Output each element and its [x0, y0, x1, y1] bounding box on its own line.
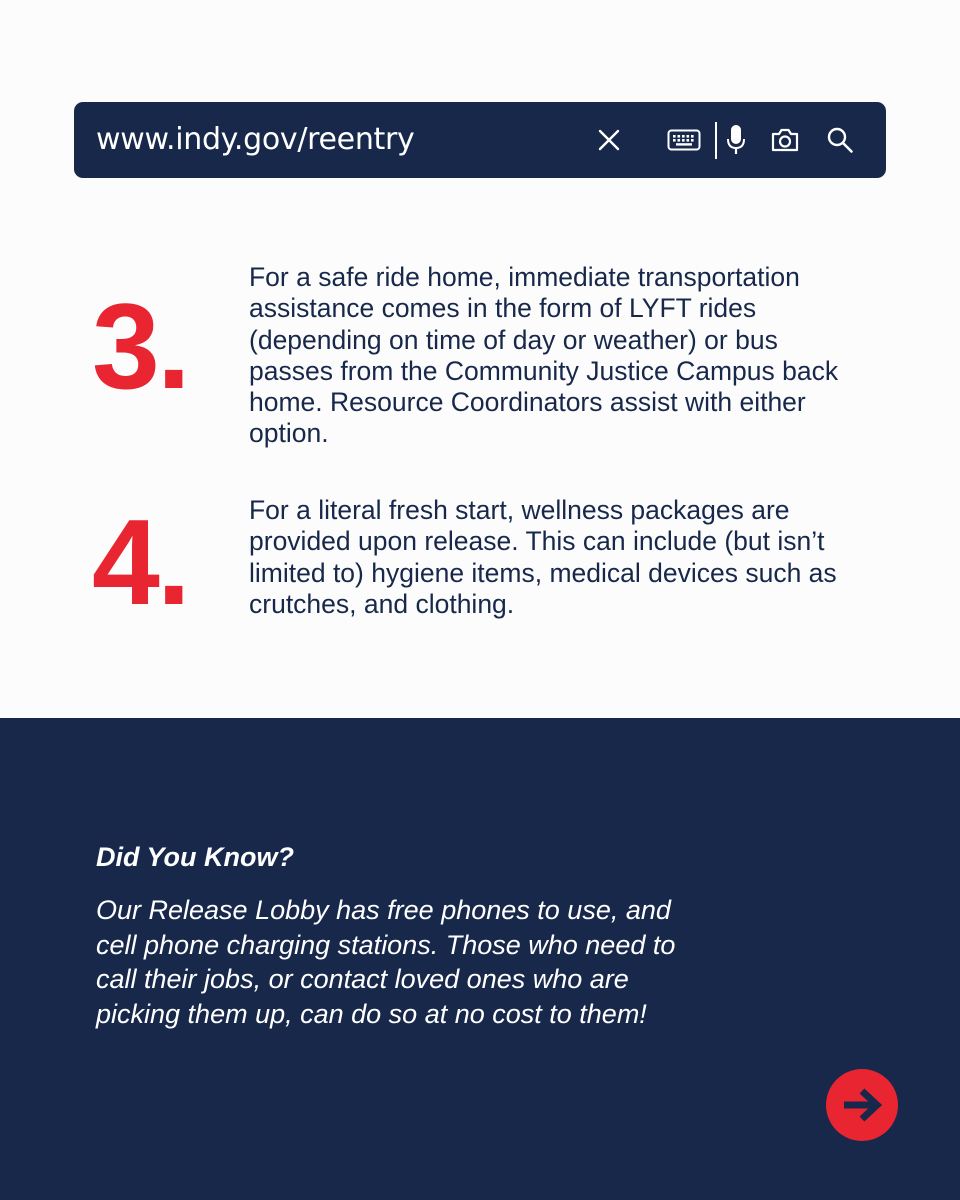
search-icon[interactable] [821, 121, 859, 159]
step-text: For a literal fresh start, wellness packages are provided upon release. This can include (but isn’t limited to) hygiene items, medical devices such as crutches, and clothing. [249, 495, 837, 619]
step-number: 3. [92, 278, 188, 414]
next-button[interactable] [826, 1069, 898, 1141]
close-icon[interactable] [590, 121, 628, 159]
did-you-know-title: Did You Know? [96, 842, 294, 872]
step-text: For a safe ride home, immediate transportation assistance comes in the form of LYFT rides (depending on time of day or weather) or bus passes from the Community Justice Campus back home. Resource Coordinators assist with either option. [249, 262, 839, 449]
arrow-right-icon [840, 1087, 884, 1123]
search-bar[interactable] [74, 102, 886, 178]
microphone-icon[interactable] [717, 121, 755, 159]
search-url-text[interactable]: www.indy.gov/reentry [96, 122, 415, 157]
did-you-know-body: Our Release Lobby has free phones to use, and cell phone charging stations. Those who need to call their jobs, or contact loved ones who are picking them up, can do so at no cost to them! [96, 895, 676, 1029]
keyboard-icon[interactable] [665, 121, 703, 159]
step-number: 4. [92, 494, 188, 630]
camera-icon[interactable] [766, 121, 804, 159]
